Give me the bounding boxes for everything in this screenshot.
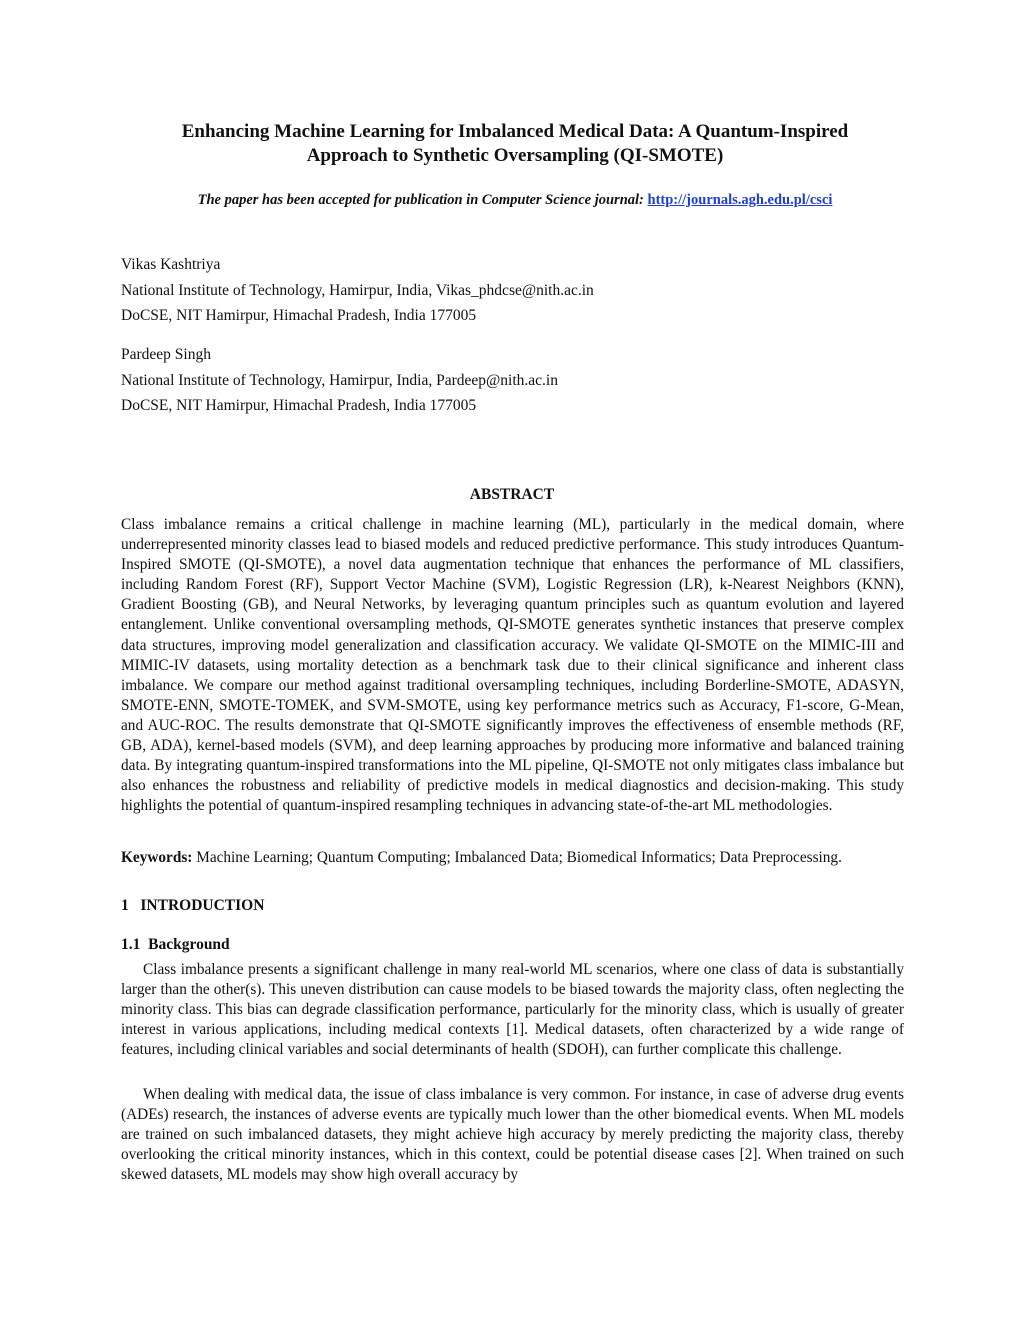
- paper-title-line-1: Enhancing Machine Learning for Imbalanced Medical Data: A Quantum-Inspired: [181, 121, 849, 142]
- author-department: DoCSE, NIT Hamirpur, Himachal Pradesh, India 177005: [121, 397, 477, 414]
- author-affiliation: National Institute of Technology, Hamirpur, India, Pardeep@nith.ac.in: [121, 371, 558, 389]
- section-heading-introduction: 1 INTRODUCTION: [121, 897, 265, 914]
- keywords-line: [121, 848, 904, 868]
- abstract-heading: ABSTRACT: [469, 486, 555, 503]
- keywords-label: Keywords:: [121, 849, 193, 866]
- author-name: Pardeep Singh: [121, 346, 211, 363]
- keywords-text: Machine Learning; Quantum Computing; Imbalanced Data; Biomedical Informatics; Data Preprocessing.: [196, 849, 842, 866]
- paper-title: [120, 120, 910, 168]
- author-block-2: [121, 342, 821, 419]
- paper-title-line-2: Approach to Synthetic Oversampling (QI-SMOTE): [306, 145, 724, 166]
- body-paragraph-2: When dealing with medical data, the issue of class imbalance is very common. For instance, in case of adverse drug events (ADEs) research, the instances of adverse events are typically much lower than the other biomedical events. When ML models are trained on such imbalanced datasets, they might achieve high accuracy by merely predicting the majority class, thereby overlooking the critical minority instances, which in this context, could be potential disease cases [2]. When trained on such skewed datasets, ML models may show high overall accuracy by: [121, 1086, 904, 1184]
- author-affiliation: National Institute of Technology, Hamirpur, India, Vikas_phdcse@nith.ac.in: [121, 281, 594, 299]
- body-paragraph-1: Class imbalance presents a significant challenge in many real-world ML scenarios, where one class of data is substantially larger than the other(s). This uneven distribution can cause models to be biased towards the majority class, often neglecting the minority class. This bias can degrade classification performance, particularly for the minority class, which is usually of greater interest in various applications, including medical contexts [1]. Medical datasets, often characterized by a wide range of features, including clinical variables and social determinants of health (SDOH), can further complicate this challenge.: [121, 961, 904, 1059]
- author-name: Vikas Kashtriya: [121, 256, 221, 273]
- acceptance-note-text: The paper has been accepted for publication in Computer Science journal:: [197, 192, 644, 208]
- subsection-heading-background: 1.1 Background: [121, 936, 230, 953]
- acceptance-note: [120, 190, 910, 210]
- author-block-1: [121, 252, 821, 329]
- abstract-body: Class imbalance remains a critical challenge in machine learning (ML), particularly in the medical domain, where underrepresented minority classes lead to biased models and reduced predictive performance. This study introduces Quantum-Inspired SMOTE (QI-SMOTE), a novel data augmentation technique that enhances the performance of ML classifiers, including Random Forest (RF), Support Vector Machine (SVM), Logistic Regression (LR), k-Nearest Neighbors (KNN), Gradient Boosting (GB), and Neural Networks, by leveraging quantum principles such as quantum evolution and layered entanglement. Unlike conventional oversampling methods, QI-SMOTE generates synthetic instances that preserve complex data structures, improving model generalization and classification accuracy. We validate QI-SMOTE on the MIMIC-III and MIMIC-IV datasets, using mortality detection as a benchmark task due to their clinical significance and inherent class imbalance. We compare our method against traditional oversampling techniques, including Borderline-SMOTE, ADASYN, SMOTE-ENN, SMOTE-TOMEK, and SVM-SMOTE, using key performance metrics such as Accuracy, F1-score, G-Mean, and AUC-ROC. The results demonstrate that QI-SMOTE significantly improves the effectiveness of ensemble methods (RF, GB, ADA), kernel-based models (SVM), and deep learning approaches by producing more informative and balanced training data. By integrating quantum-inspired transformations into the ML pipeline, QI-SMOTE not only mitigates class imbalance but also enhances the robustness and reliability of predictive models in medical diagnostics and decision-making. This study highlights the potential of quantum-inspired resampling techniques in advancing state-of-the-art ML methodologies.: [121, 516, 904, 815]
- journal-link[interactable]: http://journals.agh.edu.pl/csci: [647, 192, 833, 208]
- author-department: DoCSE, NIT Hamirpur, Himachal Pradesh, India 177005: [121, 307, 477, 324]
